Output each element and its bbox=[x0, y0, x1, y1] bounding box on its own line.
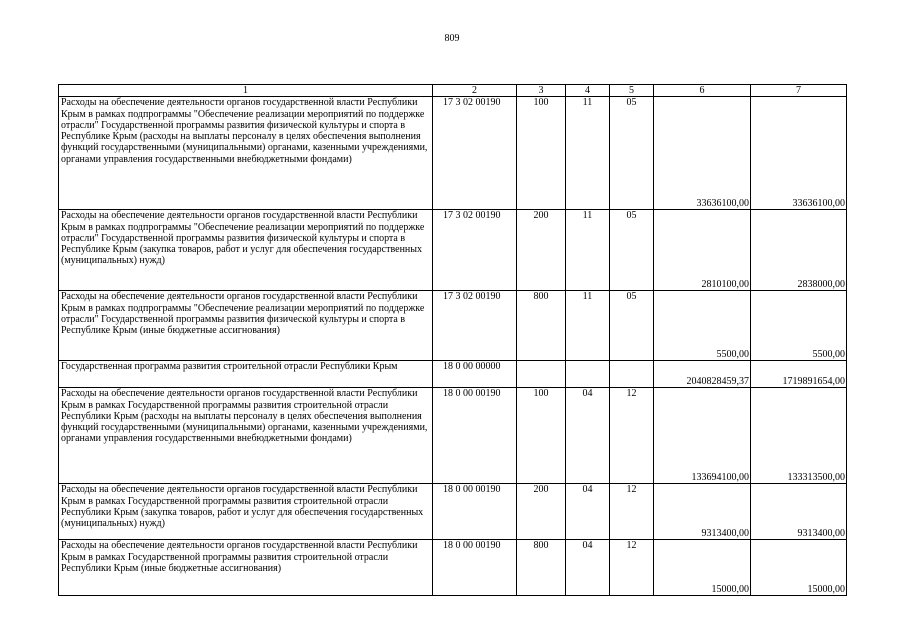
row-amount-6: 5500,00 bbox=[654, 291, 751, 361]
row-c5: 05 bbox=[610, 97, 654, 210]
row-description: Расходы на обеспечение деятельности органов государственной власти Республики Крым в рамках подпрограммы "Обеспечение реализации мероприятий по поддержке отрасли" Государственной программы развития физической культуры и спорта в Республике Крым (закупка товаров, работ и услуг для обеспечения государственных (муниципальных) нужд) bbox=[59, 210, 433, 291]
row-c4: 04 bbox=[566, 484, 610, 540]
column-header: 5 bbox=[610, 85, 654, 97]
row-c3: 200 bbox=[517, 484, 566, 540]
row-code: 17 3 02 00190 bbox=[433, 97, 517, 210]
table-row bbox=[59, 97, 847, 210]
row-description: Расходы на обеспечение деятельности органов государственной власти Республики Крым в рамках Государственной программы развития строительной отрасли Республики Крым (иные бюджетные ассигнования) bbox=[59, 540, 433, 596]
table-row bbox=[59, 210, 847, 291]
row-code: 18 0 00 00000 bbox=[433, 361, 517, 388]
page-number: 809 bbox=[444, 33, 460, 44]
row-c4: 11 bbox=[566, 291, 610, 361]
row-c5: 12 bbox=[610, 388, 654, 484]
row-amount-7: 9313400,00 bbox=[751, 484, 847, 540]
row-description: Государственная программа развития строительной отрасли Республики Крым bbox=[59, 361, 433, 388]
column-header: 4 bbox=[566, 85, 610, 97]
row-description: Расходы на обеспечение деятельности органов государственной власти Республики Крым в рамках подпрограммы "Обеспечение реализации мероприятий по поддержке отрасли" Государственной программы развития физической культуры и спорта в Республике Крым (расходы на выплаты персоналу в целях обеспечения выполнения функций государственными (муниципальными) органами, казенными учреждениями, органами управления государственными внебюджетными фондами) bbox=[59, 97, 433, 210]
row-c3: 100 bbox=[517, 97, 566, 210]
row-code: 18 0 00 00190 bbox=[433, 484, 517, 540]
column-header: 2 bbox=[433, 85, 517, 97]
row-c3: 100 bbox=[517, 388, 566, 484]
row-code: 18 0 00 00190 bbox=[433, 540, 517, 596]
row-code: 17 3 02 00190 bbox=[433, 291, 517, 361]
row-c5 bbox=[610, 361, 654, 388]
row-c4: 11 bbox=[566, 210, 610, 291]
row-description: Расходы на обеспечение деятельности органов государственной власти Республики Крым в рамках Государственной программы развития строительной отрасли Республики Крым (расходы на выплаты персоналу в целях обеспечения выполнения функций государственными (муниципальными) органами, казенными учреждениями, органами управления государственными внебюджетными фондами) bbox=[59, 388, 433, 484]
table-row bbox=[59, 361, 847, 388]
column-header: 3 bbox=[517, 85, 566, 97]
row-c3: 200 bbox=[517, 210, 566, 291]
row-c3: 800 bbox=[517, 540, 566, 596]
row-code: 17 3 02 00190 bbox=[433, 210, 517, 291]
table-row bbox=[59, 291, 847, 361]
row-c4: 11 bbox=[566, 97, 610, 210]
table-header-row bbox=[59, 85, 847, 97]
row-description: Расходы на обеспечение деятельности органов государственной власти Республики Крым в рамках Государственной программы развития строительной отрасли Республики Крым (закупка товаров, работ и услуг для обеспечения государственных (муниципальных) нужд) bbox=[59, 484, 433, 540]
row-amount-7: 15000,00 bbox=[751, 540, 847, 596]
row-c5: 05 bbox=[610, 210, 654, 291]
row-c4: 04 bbox=[566, 540, 610, 596]
row-amount-6: 133694100,00 bbox=[654, 388, 751, 484]
row-amount-7: 5500,00 bbox=[751, 291, 847, 361]
row-amount-6: 15000,00 bbox=[654, 540, 751, 596]
table-row bbox=[59, 388, 847, 484]
row-description: Расходы на обеспечение деятельности органов государственной власти Республики Крым в рамках подпрограммы "Обеспечение реализации мероприятий по поддержке отрасли" Государственной программы развития физической культуры и спорта в Республике Крым (иные бюджетные ассигнования) bbox=[59, 291, 433, 361]
row-amount-7: 2838000,00 bbox=[751, 210, 847, 291]
row-amount-7: 33636100,00 bbox=[751, 97, 847, 210]
row-c3 bbox=[517, 361, 566, 388]
row-c5: 12 bbox=[610, 484, 654, 540]
budget-table bbox=[58, 84, 847, 596]
column-header: 7 bbox=[751, 85, 847, 97]
row-code: 18 0 00 00190 bbox=[433, 388, 517, 484]
row-amount-6: 2040828459,37 bbox=[654, 361, 751, 388]
row-amount-7: 133313500,00 bbox=[751, 388, 847, 484]
row-c4 bbox=[566, 361, 610, 388]
row-c3: 800 bbox=[517, 291, 566, 361]
row-amount-6: 2810100,00 bbox=[654, 210, 751, 291]
table-row bbox=[59, 540, 847, 596]
column-header: 1 bbox=[59, 85, 433, 97]
table-row bbox=[59, 484, 847, 540]
row-c4: 04 bbox=[566, 388, 610, 484]
row-c5: 12 bbox=[610, 540, 654, 596]
column-header: 6 bbox=[654, 85, 751, 97]
row-amount-7: 1719891654,00 bbox=[751, 361, 847, 388]
row-c5: 05 bbox=[610, 291, 654, 361]
row-amount-6: 9313400,00 bbox=[654, 484, 751, 540]
row-amount-6: 33636100,00 bbox=[654, 97, 751, 210]
